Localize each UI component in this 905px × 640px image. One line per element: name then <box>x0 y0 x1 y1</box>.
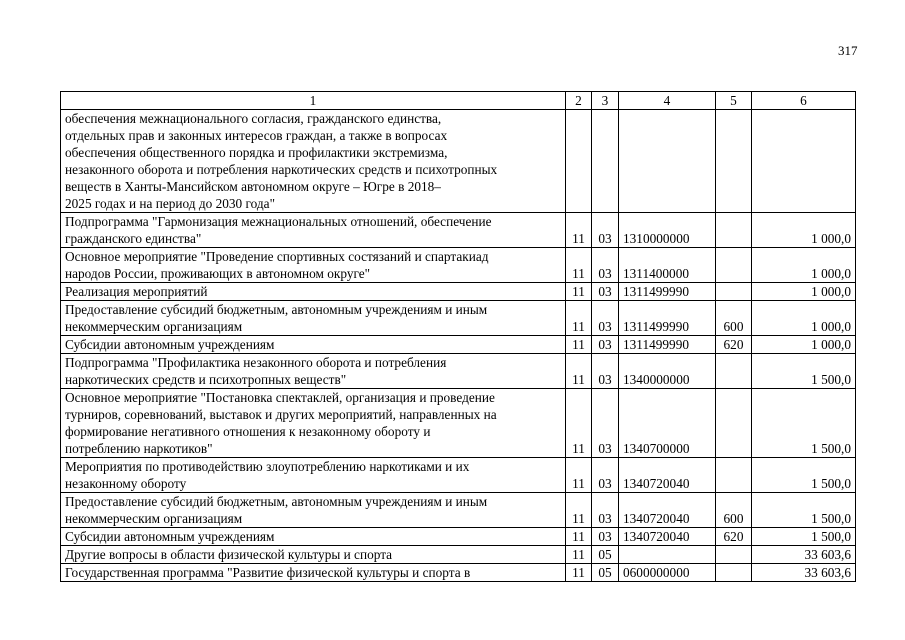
item-name-cell: Субсидии автономным учреждениям <box>61 528 566 546</box>
amount-cell: 1 500,0 <box>752 389 856 458</box>
table-row <box>61 354 856 389</box>
table-row <box>61 546 856 564</box>
item-name-cell: Мероприятия по противодействию злоупотреблению наркотиками и их незаконному обороту <box>61 458 566 493</box>
target-article-cell: 1311499990 <box>619 336 716 354</box>
subsection-code-cell: 03 <box>592 213 619 248</box>
amount-cell: 1 500,0 <box>752 528 856 546</box>
table-row <box>61 493 856 528</box>
section-code-cell: 11 <box>566 336 592 354</box>
amount-cell <box>752 110 856 213</box>
item-name-cell: Основное мероприятие "Проведение спортивных состязаний и спартакиад народов России, проживающих в автономном округе" <box>61 248 566 283</box>
amount-cell: 1 000,0 <box>752 283 856 301</box>
header-cell-6: 6 <box>752 92 856 110</box>
subsection-code-cell: 03 <box>592 354 619 389</box>
amount-cell: 1 500,0 <box>752 493 856 528</box>
target-article-cell: 1340720040 <box>619 458 716 493</box>
amount-cell: 1 000,0 <box>752 248 856 283</box>
page-number: 317 <box>838 43 858 58</box>
item-name-cell: Подпрограмма "Профилактика незаконного оборота и потребления наркотических средств и психотропных веществ" <box>61 354 566 389</box>
target-article-cell: 1340720040 <box>619 493 716 528</box>
budget-table <box>60 91 856 582</box>
expense-type-cell <box>716 564 752 582</box>
amount-cell: 33 603,6 <box>752 564 856 582</box>
target-article-cell: 1311400000 <box>619 248 716 283</box>
expense-type-cell <box>716 458 752 493</box>
section-code-cell: 11 <box>566 458 592 493</box>
target-article-cell: 1340000000 <box>619 354 716 389</box>
subsection-code-cell: 03 <box>592 248 619 283</box>
table-row <box>61 528 856 546</box>
subsection-code-cell: 03 <box>592 458 619 493</box>
item-name-cell: Другие вопросы в области физической культуры и спорта <box>61 546 566 564</box>
subsection-code-cell: 03 <box>592 283 619 301</box>
subsection-code-cell: 03 <box>592 493 619 528</box>
item-name-cell: Предоставление субсидий бюджетным, автономным учреждениям и иным некоммерческим организациям <box>61 493 566 528</box>
item-name-cell: Предоставление субсидий бюджетным, автономным учреждениям и иным некоммерческим организациям <box>61 301 566 336</box>
section-code-cell: 11 <box>566 248 592 283</box>
target-article-cell <box>619 110 716 213</box>
table-row <box>61 110 856 213</box>
header-row <box>61 92 856 110</box>
item-name-cell: Субсидии автономным учреждениям <box>61 336 566 354</box>
subsection-code-cell: 03 <box>592 528 619 546</box>
section-code-cell: 11 <box>566 493 592 528</box>
section-code-cell: 11 <box>566 283 592 301</box>
amount-cell: 1 000,0 <box>752 301 856 336</box>
amount-cell: 1 500,0 <box>752 354 856 389</box>
section-code-cell: 11 <box>566 546 592 564</box>
section-code-cell: 11 <box>566 354 592 389</box>
table-row <box>61 458 856 493</box>
table-row <box>61 213 856 248</box>
amount-cell: 1 500,0 <box>752 458 856 493</box>
expense-type-cell <box>716 354 752 389</box>
expense-type-cell: 620 <box>716 528 752 546</box>
item-name-cell: Основное мероприятие "Постановка спектаклей, организация и проведение турниров, соревнований, выставок и других мероприятий, направленных на формирование негативного отношения к незаконному обороту и потреблению наркотиков" <box>61 389 566 458</box>
target-article-cell: 1311499990 <box>619 301 716 336</box>
subsection-code-cell: 05 <box>592 564 619 582</box>
target-article-cell: 1310000000 <box>619 213 716 248</box>
subsection-code-cell: 03 <box>592 389 619 458</box>
expense-type-cell <box>716 283 752 301</box>
target-article-cell: 1340700000 <box>619 389 716 458</box>
target-article-cell: 1340720040 <box>619 528 716 546</box>
header-cell-3: 3 <box>592 92 619 110</box>
table-row <box>61 283 856 301</box>
subsection-code-cell: 03 <box>592 336 619 354</box>
expense-type-cell: 600 <box>716 301 752 336</box>
amount-cell: 1 000,0 <box>752 213 856 248</box>
table-row <box>61 301 856 336</box>
subsection-code-cell: 05 <box>592 546 619 564</box>
section-code-cell: 11 <box>566 301 592 336</box>
table-row <box>61 248 856 283</box>
section-code-cell: 11 <box>566 564 592 582</box>
amount-cell: 33 603,6 <box>752 546 856 564</box>
item-name-cell: Государственная программа "Развитие физической культуры и спорта в <box>61 564 566 582</box>
section-code-cell: 11 <box>566 213 592 248</box>
section-code-cell <box>566 110 592 213</box>
expense-type-cell <box>716 248 752 283</box>
expense-type-cell <box>716 213 752 248</box>
amount-cell: 1 000,0 <box>752 336 856 354</box>
header-cell-1: 1 <box>61 92 566 110</box>
subsection-code-cell: 03 <box>592 301 619 336</box>
section-code-cell: 11 <box>566 528 592 546</box>
expense-type-cell <box>716 546 752 564</box>
table-row <box>61 564 856 582</box>
target-article-cell: 1311499990 <box>619 283 716 301</box>
section-code-cell: 11 <box>566 389 592 458</box>
table-row <box>61 389 856 458</box>
target-article-cell <box>619 546 716 564</box>
item-name-cell: Реализация мероприятий <box>61 283 566 301</box>
expense-type-cell <box>716 389 752 458</box>
expense-type-cell: 600 <box>716 493 752 528</box>
subsection-code-cell <box>592 110 619 213</box>
target-article-cell: 0600000000 <box>619 564 716 582</box>
header-cell-5: 5 <box>716 92 752 110</box>
expense-type-cell: 620 <box>716 336 752 354</box>
item-name-cell: обеспечения межнационального согласия, гражданского единства, отдельных прав и законных интересов граждан, а также в вопросах обеспечения общественного порядка и профилактики экстремизма, незаконного оборота и потребления наркотических средств и психотропных веществ в Ханты-Мансийском автономном округе – Югре в 2018– 2025 годах и на период до 2030 года" <box>61 110 566 213</box>
header-cell-2: 2 <box>566 92 592 110</box>
item-name-cell: Подпрограмма "Гармонизация межнациональных отношений, обеспечение гражданского единства" <box>61 213 566 248</box>
table-row <box>61 336 856 354</box>
header-cell-4: 4 <box>619 92 716 110</box>
expense-type-cell <box>716 110 752 213</box>
